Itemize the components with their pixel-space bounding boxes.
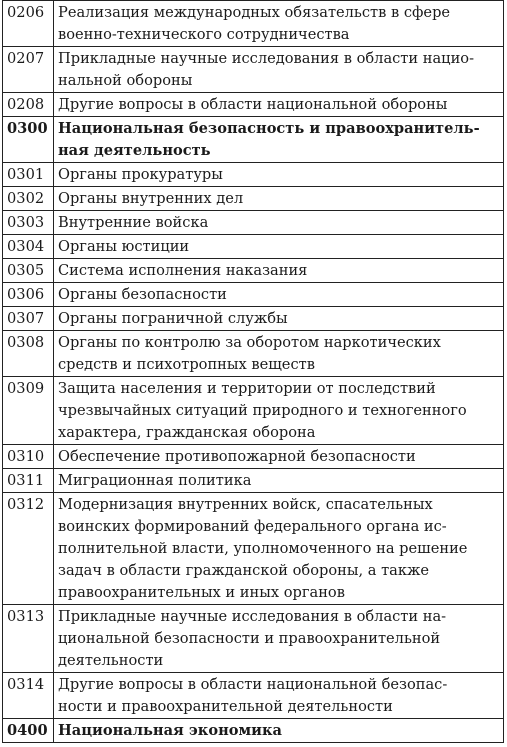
row-code: 0302	[3, 187, 54, 211]
table-row	[3, 493, 504, 605]
description-line: характера, гражданская оборона	[58, 424, 316, 441]
description-line: Органы юстиции	[58, 238, 190, 255]
table-row	[3, 377, 504, 445]
row-code: 0300	[3, 117, 54, 163]
description-line: Другие вопросы в области национальной безопас-	[58, 676, 448, 693]
description-line: Органы прокуратуры	[58, 166, 223, 183]
row-description	[54, 235, 504, 259]
description-line: чрезвычайных ситуаций природного и техногенного	[58, 402, 467, 419]
table-row	[3, 283, 504, 307]
row-description	[54, 673, 504, 719]
description-line: Обеспечение противопожарной безопасности	[58, 448, 416, 465]
row-code: 0308	[3, 331, 54, 377]
row-description	[54, 93, 504, 117]
description-line: Другие вопросы в области национальной обороны	[58, 96, 448, 113]
row-code: 0313	[3, 605, 54, 673]
table-row	[3, 605, 504, 673]
row-code: 0400	[3, 719, 54, 743]
description-line: Органы внутренних дел	[58, 190, 244, 207]
description-line: Органы безопасности	[58, 286, 227, 303]
row-code: 0207	[3, 47, 54, 93]
description-line: Органы по контролю за оборотом наркотических	[58, 334, 441, 351]
table-row	[3, 307, 504, 331]
row-code: 0311	[3, 469, 54, 493]
description-line: военно-технического сотрудничества	[58, 26, 350, 43]
description-line: Модернизация внутренних войск, спасательных	[58, 496, 433, 513]
table-row	[3, 187, 504, 211]
row-description	[54, 307, 504, 331]
table-row	[3, 1, 504, 47]
description-line: Прикладные научные исследования в области нацио-	[58, 50, 475, 67]
description-line: Национальная безопасность и правоохранитель-	[58, 120, 480, 137]
description-line: Миграционная политика	[58, 472, 252, 489]
description-line: ная деятельность	[58, 142, 211, 159]
row-description	[54, 493, 504, 605]
description-line: нальной обороны	[58, 72, 193, 89]
table-row	[3, 235, 504, 259]
table-body	[3, 1, 504, 743]
row-code: 0208	[3, 93, 54, 117]
row-description	[54, 283, 504, 307]
row-description	[54, 1, 504, 47]
row-description	[54, 469, 504, 493]
description-line: деятельности	[58, 652, 164, 669]
row-description	[54, 47, 504, 93]
row-code: 0304	[3, 235, 54, 259]
row-description	[54, 605, 504, 673]
description-line: Прикладные научные исследования в области на-	[58, 608, 447, 625]
row-description	[54, 117, 504, 163]
table-row	[3, 719, 504, 743]
description-line: Система исполнения наказания	[58, 262, 308, 279]
description-line: Внутренние войска	[58, 214, 209, 231]
description-line: полнительной власти, уполномоченного на решение	[58, 540, 468, 557]
description-line: Защита населения и территории от последствий	[58, 380, 436, 397]
row-description	[54, 445, 504, 469]
table-row	[3, 673, 504, 719]
row-code: 0307	[3, 307, 54, 331]
description-line: задач в области гражданской обороны, а также	[58, 562, 430, 579]
row-code: 0206	[3, 1, 54, 47]
row-description	[54, 719, 504, 743]
row-code: 0309	[3, 377, 54, 445]
table-row	[3, 93, 504, 117]
row-description	[54, 331, 504, 377]
description-line: циональной безопасности и правоохранительной	[58, 630, 441, 647]
row-code: 0303	[3, 211, 54, 235]
description-line: правоохранительных и иных органов	[58, 584, 345, 601]
row-description	[54, 163, 504, 187]
row-code: 0305	[3, 259, 54, 283]
description-line: Органы пограничной службы	[58, 310, 288, 327]
row-code: 0310	[3, 445, 54, 469]
row-code: 0306	[3, 283, 54, 307]
row-description	[54, 259, 504, 283]
table-row	[3, 117, 504, 163]
row-description	[54, 211, 504, 235]
row-code: 0314	[3, 673, 54, 719]
row-description	[54, 187, 504, 211]
table-row	[3, 211, 504, 235]
table-row	[3, 163, 504, 187]
description-line: ности и правоохранительной деятельности	[58, 698, 393, 715]
budget-codes-table	[2, 0, 504, 743]
table-row	[3, 331, 504, 377]
table-row	[3, 47, 504, 93]
description-line: средств и психотропных веществ	[58, 356, 315, 373]
row-description	[54, 377, 504, 445]
description-line: Национальная экономика	[58, 722, 282, 739]
table-row	[3, 259, 504, 283]
description-line: воинских формирований федерального органа ис-	[58, 518, 447, 535]
description-line: Реализация международных обязательств в сфере	[58, 4, 451, 21]
row-code: 0301	[3, 163, 54, 187]
table-row	[3, 445, 504, 469]
table-row	[3, 469, 504, 493]
row-code: 0312	[3, 493, 54, 605]
